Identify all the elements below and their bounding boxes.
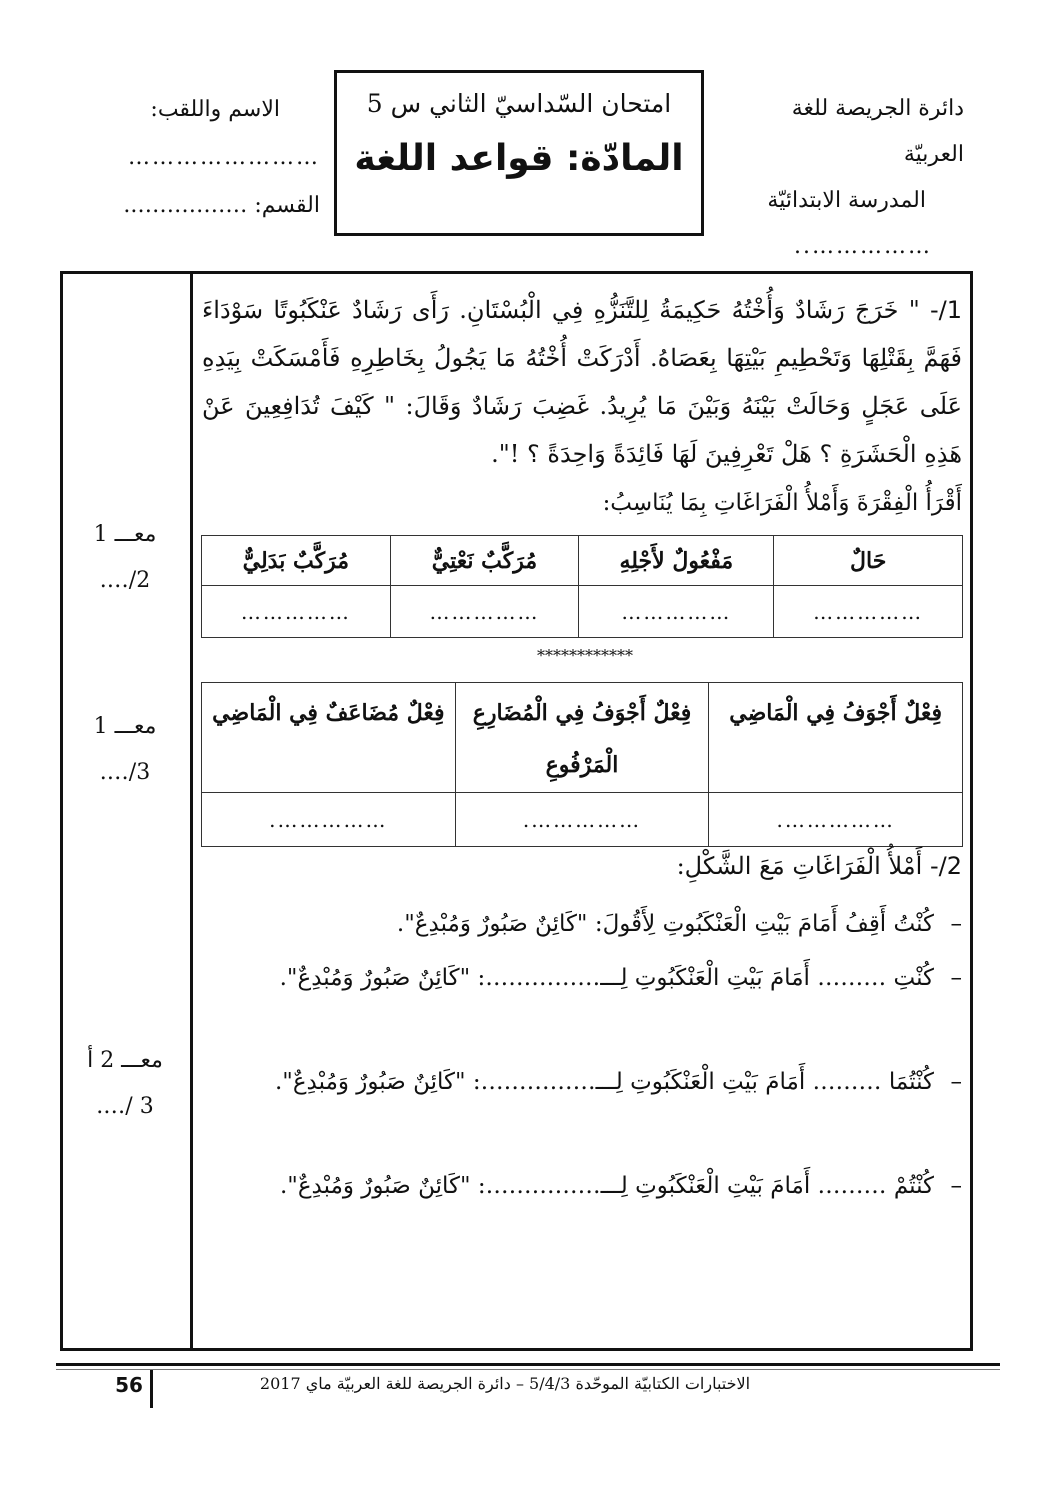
- header-student-info: [80, 86, 320, 230]
- answer-blank[interactable]: ……………: [774, 586, 963, 638]
- answer-blank[interactable]: ……………: [202, 586, 391, 638]
- exercise-2-line-1: [214, 900, 962, 948]
- section-label: القسم:: [254, 193, 320, 218]
- answer-blank[interactable]: …………….: [202, 793, 456, 847]
- name-label: الاسم واللقب:: [150, 97, 280, 122]
- header-mudaaf-madi: فِعْلٌ مُضَاعَفٌ فِي الْمَاضِي: [202, 683, 456, 793]
- bullet-dash: –: [950, 911, 962, 937]
- exercise-1-paragraph: [202, 286, 962, 478]
- exercise-2-line-4[interactable]: [214, 1162, 962, 1210]
- header-murakkab-naati: مُرَكَّبٌ نَعْتِيٌّ: [390, 536, 579, 586]
- header-ajwaf-mudari: فِعْلٌ أَجْوَفُ فِي الْمُضَارِعِ الْمَرْفُوعِ: [455, 683, 709, 793]
- section-separator: ************: [537, 646, 633, 665]
- directorate-name: دائرة الجريصة للغة العربيّة: [791, 96, 964, 167]
- section-line: [80, 182, 320, 230]
- score-mark[interactable]: 2/….: [99, 568, 151, 593]
- score-block-3: [70, 1038, 180, 1130]
- score-criterion: معـــ 1: [93, 714, 157, 739]
- sentence-with-blanks[interactable]: كُنْتِ ……… أَمَامَ بَيْتِ الْعَنْكَبُوتِ لِـــ……………: "كَائِنٌ صَبُورٌ وَمُبْدِعٌ".: [279, 965, 934, 991]
- bullet-dash: –: [950, 1173, 962, 1199]
- header-hal: حَالٌ: [774, 536, 963, 586]
- score-column-divider: [190, 271, 193, 1351]
- score-mark[interactable]: 3/….: [99, 760, 151, 785]
- score-block-2: [70, 704, 180, 796]
- school-name-blank: ……………..: [794, 234, 932, 259]
- subject-value: قواعد اللغة: [354, 138, 554, 179]
- header-murakkab-badali: مُرَكَّبٌ بَدَلِيٌّ: [202, 536, 391, 586]
- answer-blank[interactable]: …………….: [709, 793, 963, 847]
- header-mafool-liajlih: مَفْعُولٌ لأَجْلِهِ: [579, 536, 774, 586]
- sentence-with-blanks[interactable]: كُنْتُمْ ……… أَمَامَ بَيْتِ الْعَنْكَبُوتِ لِـــ……………: "كَائِنٌ صَبُورٌ وَمُبْدِعٌ".: [279, 1173, 934, 1199]
- exam-title-box: [334, 70, 704, 236]
- subject-label: المادّة:: [566, 138, 684, 179]
- score-criterion: معـــ 2 أ: [87, 1048, 163, 1073]
- exercise-2-instruction: أَمْلأُ الْفَرَاغَاتِ مَعَ الشَّكْلِ:: [676, 852, 923, 880]
- answer-blank[interactable]: ……………: [579, 586, 774, 638]
- bullet-dash: –: [950, 965, 962, 991]
- header-ajwaf-madi: فِعْلٌ أَجْوَفُ فِي الْمَاضِي: [709, 683, 963, 793]
- exercise-2-number: 2/-: [929, 852, 962, 880]
- section-blank[interactable]: ……………..: [123, 193, 248, 218]
- page-number: 56: [115, 1373, 143, 1397]
- header-school-info: [734, 86, 964, 270]
- footer-rule: [56, 1363, 1000, 1366]
- footer-text: الاختبارات الكتابيّة الموحّدة 5/4/3 – دائرة الجريصة للغة العربيّة ماي 2017: [259, 1374, 751, 1393]
- exercise-2-line-2[interactable]: [214, 954, 962, 1002]
- bullet-dash: –: [950, 1069, 962, 1095]
- sentence: كُنْتُ أَقِفُ أَمَامَ بَيْتِ الْعَنْكَبُوتِ لِأَقُولَ: "كَائِنٌ صَبُورٌ وَمُبْدِعٌ".: [396, 911, 934, 937]
- exercise-2-heading: [202, 852, 962, 880]
- score-criterion: معـــ 1: [93, 522, 157, 547]
- grammar-table-2: [201, 682, 963, 847]
- answer-blank[interactable]: ……………: [390, 586, 579, 638]
- exercise-1-instruction: أَقْرَأُ الْفِقْرَةَ وَأَمْلأُ الْفَرَاغَاتِ بِمَا يُنَاسِبُ:: [602, 490, 962, 516]
- footer-rule-thin: [56, 1369, 1000, 1370]
- reading-passage: " خَرَجَ رَشَادٌ وَأُخْتُهُ حَكِيمَةُ لِلتَّنَزُّهِ فِي الْبُسْتَانِ. رَأَى رَشَادٌ عَنْكَبُوتًا سَوْدَاءَ فَهَمَّ بِقَتْلِهَا وَتَحْطِيمِ بَيْتِهَا بِعَصَاهُ. أَدْرَكَتْ أُخْتُهُ مَا يَجُولُ بِخَاطِرِهِ فَأَمْسَكَتْ بِيَدِهِ عَلَى عَجَلٍ وَحَالَتْ بَيْنَهُ وَبَيْنَ مَا يُرِيدُ. غَضِبَ رَشَادٌ وَقَالَ: " كَيْفَ تُدَافِعِينَ عَنْ هَذِهِ الْحَشَرَةِ ؟ هَلْ تَعْرِفِينَ لَهَا فَائِدَةً وَاحِدَةً ؟ !".: [202, 296, 962, 468]
- sentence-with-blanks[interactable]: كُنْتُمَا ……… أَمَامَ بَيْتِ الْعَنْكَبُوتِ لِـــ……………: "كَائِنٌ صَبُورٌ وَمُبْدِعٌ".: [274, 1069, 934, 1095]
- exercise-1-number: 1/-: [929, 296, 962, 324]
- score-block-1: [70, 512, 180, 604]
- score-mark[interactable]: 3 /….: [96, 1094, 154, 1119]
- exam-title: امتحان السّداسيّ الثاني س 5: [366, 89, 672, 118]
- answer-blank[interactable]: …………….: [455, 793, 709, 847]
- subject-line: [337, 138, 701, 179]
- name-blank[interactable]: ……………………: [128, 145, 320, 170]
- grammar-table-1: [201, 535, 963, 638]
- exercise-2-line-3[interactable]: [214, 1058, 962, 1106]
- school-name: المدرسة الابتدائيّة: [767, 188, 926, 213]
